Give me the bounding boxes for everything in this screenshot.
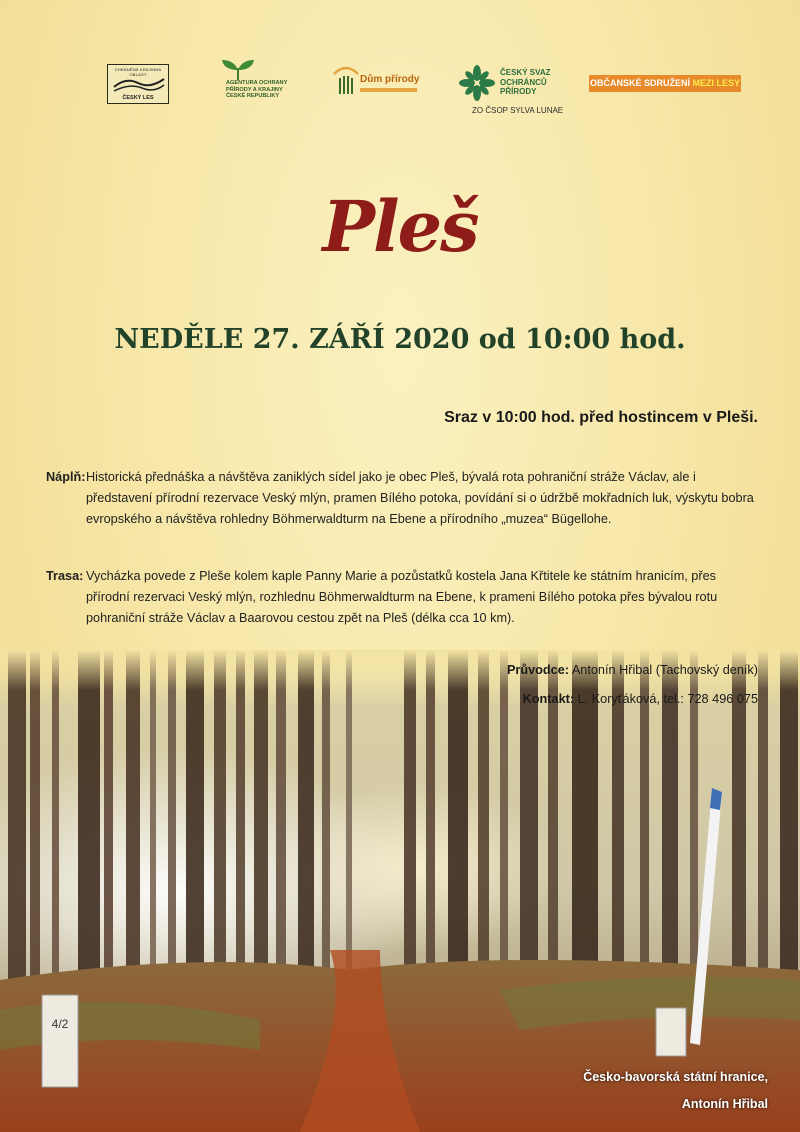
- dum-prirody-bar: [360, 88, 417, 92]
- tree-trunk: [78, 650, 100, 1010]
- meeting-point: Sraz v 10:00 hod. před hostincem v Pleši.: [444, 409, 758, 426]
- tree-trunk: [276, 650, 286, 1010]
- napln-label: Náplň:: [46, 470, 86, 484]
- csop-logo-text: [500, 68, 551, 97]
- forest-photo: [0, 650, 800, 1132]
- mezi-lesy-logo: [589, 75, 741, 92]
- contact-label: Kontakt:: [522, 692, 575, 706]
- aopk-logo-text: [226, 80, 306, 100]
- boundary-stone-label: 4/2: [51, 1017, 69, 1031]
- photo-caption-line-2: Antonín Hřibal: [681, 1097, 768, 1111]
- hand-icon: [332, 64, 360, 98]
- cesky-les-logo-text: ČESKÝ LES: [122, 95, 154, 101]
- trasa-label: Trasa:: [46, 569, 84, 583]
- csop-line-1: ČESKÝ SVAZ: [500, 68, 551, 77]
- poster-title: Pleš: [322, 185, 478, 268]
- dum-prirody-text: Dům přírody: [360, 74, 420, 85]
- csop-line-3: PŘÍRODY: [500, 87, 537, 97]
- trasa-text: Vycházka povede z Pleše kolem kaple Panny Marie a pozůstatků kostela Jana Křtitele ke státním hranicím, přes přírodní rezervaci Veský mlýn, rozhlednu Böhmerwaldturm na Ebene, k prameni Bílého potoka přes bývalou rotu pohraniční stráže Václav a Baarovou cestou zpět na Pleš (délka cca 10 km).: [86, 569, 718, 625]
- csop-line-2: OCHRÁNCŮ: [500, 77, 547, 87]
- contact-line: [523, 692, 758, 706]
- boundary-stone-left: [42, 995, 78, 1087]
- cesky-les-logo: [107, 64, 169, 104]
- flower-icon: [458, 64, 496, 102]
- aopk-line-2: PŘÍRODY A KRAJINY: [226, 86, 283, 93]
- tree-trunk: [150, 650, 156, 1010]
- border-post-top: [710, 788, 722, 810]
- photo-caption: [583, 1064, 768, 1118]
- napln-section: [46, 467, 758, 530]
- mezi-lesy-highlight: MEZI LESY: [692, 78, 741, 88]
- guide-line: [507, 663, 758, 677]
- contact-value: L. Koryťáková, tel.: 728 496 075: [577, 692, 758, 706]
- csop-logo: [458, 60, 578, 115]
- boundary-stone-right: [656, 1008, 686, 1056]
- tree-trunk: [298, 650, 314, 1020]
- guide-value: Antonín Hřibal (Tachovský deník): [571, 663, 758, 677]
- csop-subtitle: ZO ČSOP SYLVA LUNAE: [472, 106, 564, 115]
- guide-label: Průvodce:: [506, 663, 569, 677]
- leaf-icon: [218, 60, 258, 82]
- hills-icon: [112, 73, 166, 93]
- dum-prirody-logo: [332, 60, 422, 110]
- aopk-line-1: AGENTURA OCHRANY: [226, 80, 288, 86]
- napln-text: Historická přednáška a návštěva zaniklých sídel jako je obec Pleš, bývalá rota pohraniční stráže Václav, ale i představení přírodní rezervace Veský mlýn, pramen Bílého potoka, povídání si o údržbě mokřadních luk, výskytu bobra evropského a návštěva rohledny Böhmerwaldturm na Ebene a přírodního „muzea“ Bügellohe.: [86, 470, 754, 526]
- cesky-les-logo-top: CHRÁNĚNÁ KRAJINNÁ OBLAST: [114, 67, 162, 77]
- tree-trunk: [104, 650, 113, 1020]
- tree-trunk: [214, 650, 226, 1010]
- trasa-section: [46, 566, 758, 629]
- tree-trunk: [780, 650, 798, 1010]
- tree-trunk: [30, 650, 40, 1020]
- tree-trunk: [448, 650, 468, 1010]
- aopk-line-3: ČESKÉ REPUBLIKY: [226, 93, 280, 100]
- aopk-logo: [216, 60, 296, 110]
- event-date: NEDĚLE 27. ZÁŘÍ 2020 od 10:00 hod.: [114, 324, 686, 355]
- photo-caption-line-1: Česko-bavorská státní hranice,: [583, 1070, 768, 1084]
- mezi-lesy-prefix: OBČANSKÉ SDRUŽENÍ: [589, 78, 690, 88]
- tree-trunk: [8, 650, 26, 1010]
